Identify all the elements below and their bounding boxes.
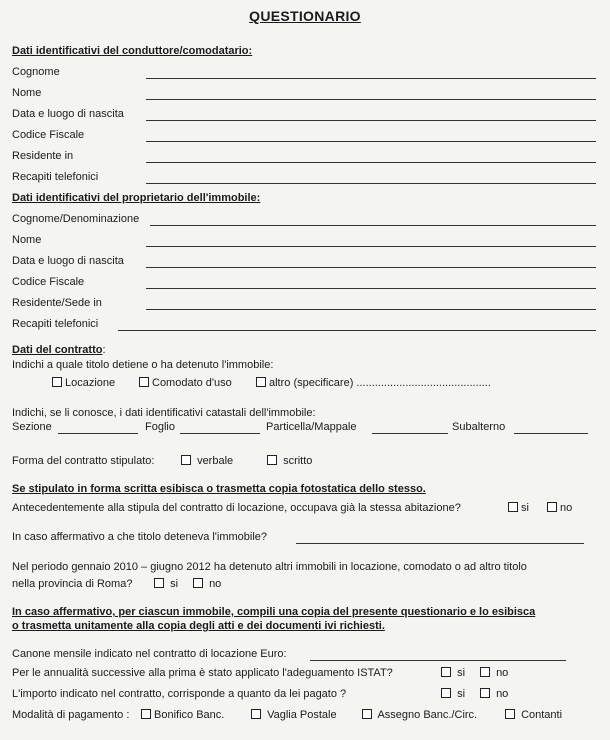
affirmative-heading-line2: o trasmetta unitamente alla copia degli atti e dei documenti ivi richiesti. bbox=[12, 620, 385, 632]
payment-bonifico[interactable] bbox=[141, 709, 224, 721]
tenant-birth-label: Data e luogo di nascita bbox=[12, 108, 124, 120]
checkbox-scritto[interactable] bbox=[267, 455, 277, 465]
owner-surname-field[interactable] bbox=[150, 225, 596, 226]
option-scritto[interactable] bbox=[267, 455, 312, 467]
option-locazione-label: Locazione bbox=[65, 377, 116, 389]
affirmative-heading-line1: In caso affermativo, per ciascun immobile, compili una copia del presente questionario e lo esibisca bbox=[12, 606, 536, 618]
cadastral-parcel-label: Particella/Mappale bbox=[266, 421, 357, 433]
before-question: Antecedentemente alla stipula del contratto di locazione, occupava già la stessa abitazione? bbox=[12, 502, 461, 514]
istat-no[interactable] bbox=[480, 667, 508, 679]
importo-yes-label: si bbox=[457, 688, 466, 700]
tenant-surname-field[interactable] bbox=[146, 78, 596, 79]
section-heading-tenant: Dati identificativi del conduttore/comodatario: bbox=[12, 45, 253, 57]
payment-label: Modalità di pagamento : bbox=[12, 709, 130, 721]
owner-name-label: Nome bbox=[12, 234, 42, 246]
option-verbale-label: verbale bbox=[197, 455, 234, 467]
owner-taxcode-field[interactable] bbox=[146, 288, 596, 289]
payment-assegno[interactable] bbox=[362, 709, 477, 721]
contract-heading-text: Dati del contratto bbox=[12, 344, 103, 356]
period-no-label: no bbox=[209, 578, 222, 590]
section-heading-contract bbox=[12, 344, 106, 356]
payment-bonifico-label: Bonifico Banc. bbox=[154, 709, 225, 721]
cadastral-sub-field[interactable] bbox=[514, 433, 588, 434]
checkbox-period-yes[interactable] bbox=[154, 578, 164, 588]
cadastral-section-field[interactable] bbox=[58, 433, 138, 434]
period-question-line2: nella provincia di Roma? bbox=[12, 578, 133, 590]
tenant-residence-label: Residente in bbox=[12, 150, 74, 162]
period-yes-label: si bbox=[170, 578, 179, 590]
section-heading-owner: Dati identificativi del proprietario dell'immobile: bbox=[12, 192, 261, 204]
title-question: Indichi a quale titolo detiene o ha detenuto l'immobile: bbox=[12, 359, 274, 371]
istat-question: Per le annualità successive alla prima è stato applicato l'adeguamento ISTAT? bbox=[12, 667, 393, 679]
affirm-field[interactable] bbox=[296, 543, 584, 544]
option-altro-label: altro (specificare) ............................................ bbox=[269, 377, 491, 389]
owner-phone-label: Recapiti telefonici bbox=[12, 318, 99, 330]
before-yes[interactable] bbox=[508, 502, 529, 514]
tenant-name-label: Nome bbox=[12, 87, 42, 99]
payment-contanti[interactable] bbox=[505, 709, 562, 721]
option-scritto-label: scritto bbox=[283, 455, 313, 467]
tenant-phone-field[interactable] bbox=[146, 183, 596, 184]
period-no[interactable] bbox=[193, 578, 221, 590]
importo-yes[interactable] bbox=[441, 688, 465, 700]
cadastral-question: Indichi, se li conosce, i dati identificativi catastali dell'immobile: bbox=[12, 407, 316, 419]
owner-birth-field[interactable] bbox=[146, 267, 596, 268]
contract-form-label: Forma del contratto stipulato: bbox=[12, 455, 155, 467]
tenant-phone-label: Recapiti telefonici bbox=[12, 171, 99, 183]
checkbox-before-yes[interactable] bbox=[508, 502, 518, 512]
before-no[interactable] bbox=[547, 502, 572, 514]
canone-field[interactable] bbox=[310, 660, 566, 661]
cadastral-section-label: Sezione bbox=[12, 421, 52, 433]
tenant-residence-field[interactable] bbox=[146, 162, 596, 163]
payment-assegno-label: Assegno Banc./Circ. bbox=[377, 709, 478, 721]
payment-vaglia-label: Vaglia Postale bbox=[267, 709, 337, 721]
tenant-taxcode-label: Codice Fiscale bbox=[12, 129, 85, 141]
importo-question: L'importo indicato nel contratto, corrisponde a quanto da lei pagato ? bbox=[12, 688, 347, 700]
page-title: QUESTIONARIO bbox=[249, 8, 361, 24]
option-verbale[interactable] bbox=[181, 455, 233, 467]
option-altro[interactable] bbox=[256, 377, 491, 389]
contract-heading-colon: : bbox=[102, 344, 106, 356]
checkbox-vaglia[interactable] bbox=[251, 709, 261, 719]
payment-contanti-label: Contanti bbox=[521, 709, 563, 721]
istat-yes-label: si bbox=[457, 667, 466, 679]
option-comodato-label: Comodato d'uso bbox=[152, 377, 232, 389]
owner-phone-field[interactable] bbox=[118, 330, 596, 331]
importo-no-label: no bbox=[496, 688, 509, 700]
cadastral-sheet-field[interactable] bbox=[180, 433, 260, 434]
tenant-surname-label: Cognome bbox=[12, 66, 60, 78]
istat-no-label: no bbox=[496, 667, 509, 679]
before-no-label: no bbox=[560, 502, 573, 514]
before-yes-label: si bbox=[521, 502, 529, 514]
cadastral-sub-label: Subalterno bbox=[452, 421, 506, 433]
canone-label: Canone mensile indicato nel contratto di locazione Euro: bbox=[12, 648, 287, 660]
istat-yes[interactable] bbox=[441, 667, 465, 679]
owner-residence-field[interactable] bbox=[146, 309, 596, 310]
cadastral-sheet-label: Foglio bbox=[145, 421, 175, 433]
checkbox-importo-yes[interactable] bbox=[441, 688, 451, 698]
period-yes[interactable] bbox=[154, 578, 178, 590]
importo-no[interactable] bbox=[480, 688, 508, 700]
option-locazione[interactable] bbox=[52, 377, 115, 389]
option-comodato[interactable] bbox=[139, 377, 232, 389]
section-heading-written: Se stipulato in forma scritta esibisca o trasmetta copia fotostatica dello stesso. bbox=[12, 483, 426, 495]
checkbox-before-no[interactable] bbox=[547, 502, 557, 512]
payment-vaglia[interactable] bbox=[251, 709, 337, 721]
checkbox-period-no[interactable] bbox=[193, 578, 203, 588]
checkbox-istat-yes[interactable] bbox=[441, 667, 451, 677]
cadastral-parcel-field[interactable] bbox=[372, 433, 448, 434]
owner-residence-label: Residente/Sede in bbox=[12, 297, 102, 309]
checkbox-verbale[interactable] bbox=[181, 455, 191, 465]
owner-surname-label: Cognome/Denominazione bbox=[12, 213, 140, 225]
tenant-name-field[interactable] bbox=[146, 99, 596, 100]
checkbox-bonifico[interactable] bbox=[141, 709, 151, 719]
checkbox-locazione[interactable] bbox=[52, 377, 62, 387]
affirm-question: In caso affermativo a che titolo deteneva l'immobile? bbox=[12, 531, 268, 543]
period-question-line1: Nel periodo gennaio 2010 – giugno 2012 ha detenuto altri immobili in locazione, comodato o ad altro titolo bbox=[12, 561, 527, 573]
checkbox-assegno[interactable] bbox=[362, 709, 372, 719]
tenant-taxcode-field[interactable] bbox=[146, 141, 596, 142]
checkbox-istat-no[interactable] bbox=[480, 667, 490, 677]
owner-birth-label: Data e luogo di nascita bbox=[12, 255, 124, 267]
checkbox-comodato[interactable] bbox=[139, 377, 149, 387]
checkbox-importo-no[interactable] bbox=[480, 688, 490, 698]
owner-name-field[interactable] bbox=[146, 246, 596, 247]
owner-taxcode-label: Codice Fiscale bbox=[12, 276, 85, 288]
checkbox-contanti[interactable] bbox=[505, 709, 515, 719]
tenant-birth-field[interactable] bbox=[146, 120, 596, 121]
checkbox-altro[interactable] bbox=[256, 377, 266, 387]
